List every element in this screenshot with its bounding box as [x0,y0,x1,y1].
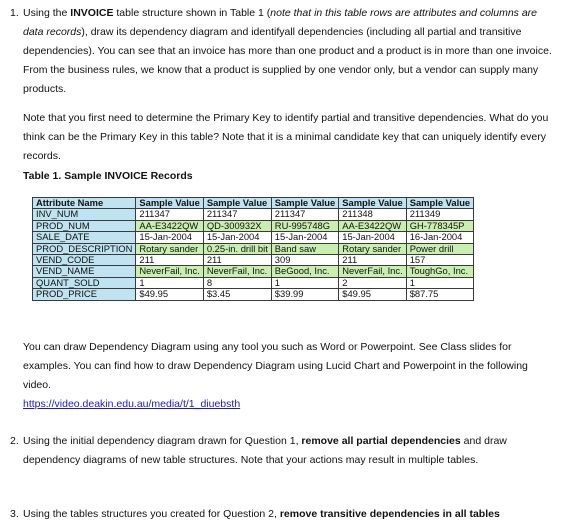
table-row [33,289,474,300]
table-row [33,232,474,243]
table-header-cell: Sample Value [203,198,271,209]
table-cell: 15-Jan-2004 [339,232,406,243]
question-3-text: Using the tables structures you created for Question 2, remove transitive dependencies in all tables [23,508,500,520]
table-header-cell: Sample Value [271,198,338,209]
question-1-intro: Using the INVOICE table structure shown in Table 1 (note that in this table rows are attributes and columns are data records), draw its dependency diagram and identifyall dependencies (including all partial and transitive dependencies). You can see that an invoice has more than one product and a product is in more than one invoice. From the business rules, we know that a product is supplied by one vendor only, but a vendor can supply many products. [23,7,552,95]
table-cell: INV_NUM [33,209,136,220]
table-caption: Table 1. Sample INVOICE Records [23,170,193,182]
table-cell: 211347 [203,209,271,220]
table-cell: 1 [271,277,338,288]
table-cell: GH-778345P [406,220,473,231]
table-cell: PROD_DESCRIPTION [33,243,136,254]
table-cell: 211349 [406,209,473,220]
table-cell: 309 [271,255,338,266]
table-cell: 15-Jan-2004 [203,232,271,243]
table-cell: Rotary sander [136,243,203,254]
partial-dependencies-emphasis: remove all partial dependencies [301,435,461,447]
invoice-records-table [32,197,474,301]
table-cell: $49.95 [136,289,203,300]
question-3-number: 3. [10,508,19,520]
table-cell: QUANT_SOLD [33,277,136,288]
table-header-cell: Sample Value [339,198,406,209]
table-cell: NeverFail, Inc. [203,266,271,277]
table-row [33,209,474,220]
question-1-primary-key-paragraph: Note that you first need to determine the Primary Key to identify partial and transitive dependencies. What do you think can be the Primary Key in this table? Note that it is a minimal candidate key that can uniquely identify every records. [23,112,549,162]
table-row [33,277,474,288]
table-header-cell: Sample Value [406,198,473,209]
table-cell: 15-Jan-2004 [271,232,338,243]
table-cell: 2 [339,277,406,288]
table-cell: 0.25-in. drill bit [203,243,271,254]
table-note: note that in this table rows are attributes and columns are data records [23,7,538,38]
table-row [33,243,474,254]
table-header-cell: Attribute Name [33,198,136,209]
table-cell: PROD_PRICE [33,289,136,300]
table-cell: PROD_NUM [33,220,136,231]
question-3 [10,505,556,524]
question-2 [10,432,556,470]
table-cell: 1 [136,277,203,288]
table-cell: 157 [406,255,473,266]
table-cell: 211347 [271,209,338,220]
table-cell: NeverFail, Inc. [339,266,406,277]
table-cell: 15-Jan-2004 [136,232,203,243]
video-link[interactable]: https://video.deakin.edu.au/media/t/1_diuebsth [23,398,241,410]
table-cell: Band saw [271,243,338,254]
table-cell: ToughGo, Inc. [406,266,473,277]
table-cell: BeGood, Inc. [271,266,338,277]
table-header-row [33,198,474,209]
table-cell: RU-995748G [271,220,338,231]
question-1-tools-paragraph-block [23,338,553,414]
table-cell: AA-E3422QW [339,220,406,231]
table-row [33,220,474,231]
question-1-tools-paragraph: You can draw Dependency Diagram using any tool you such as Word or Powerpoint. See Class slides for examples. You can find how to draw Dependency Diagram using Lucid Chart and Powerpoint in the following video. [23,341,528,391]
table-cell: 211347 [136,209,203,220]
table-cell: NeverFail, Inc. [136,266,203,277]
question-2-number: 2. [10,435,19,447]
table-cell: $87.75 [406,289,473,300]
table-cell: $49.95 [339,289,406,300]
question-1-number: 1. [10,7,19,19]
table-cell: 1 [406,277,473,288]
transitive-dependencies-emphasis: remove transitive dependencies in all tables [279,508,500,520]
table-cell: 211348 [339,209,406,220]
table-cell: SALE_DATE [33,232,136,243]
question-1 [10,4,556,186]
table-cell: VEND_NAME [33,266,136,277]
table-cell: 8 [203,277,271,288]
table-row [33,266,474,277]
table-cell: VEND_CODE [33,255,136,266]
table-cell: 211 [203,255,271,266]
video-link-line [23,395,553,414]
table-row [33,255,474,266]
table-cell: AA-E3422QW [136,220,203,231]
table-cell: $3.45 [203,289,271,300]
table-cell: 16-Jan-2004 [406,232,473,243]
table-cell: Rotary sander [339,243,406,254]
table-cell: $39.99 [271,289,338,300]
table-cell: 211 [339,255,406,266]
table-cell: 211 [136,255,203,266]
question-2-text: Using the initial dependency diagram drawn for Question 1, remove all partial dependencies and draw dependency diagrams of new table structures. Note that your actions may result in multiple tables. [23,435,507,466]
table-cell: QD-300932X [203,220,271,231]
table-cell: Power drill [406,243,473,254]
invoice-emphasis: INVOICE [70,7,114,19]
table-header-cell: Sample Value [136,198,203,209]
